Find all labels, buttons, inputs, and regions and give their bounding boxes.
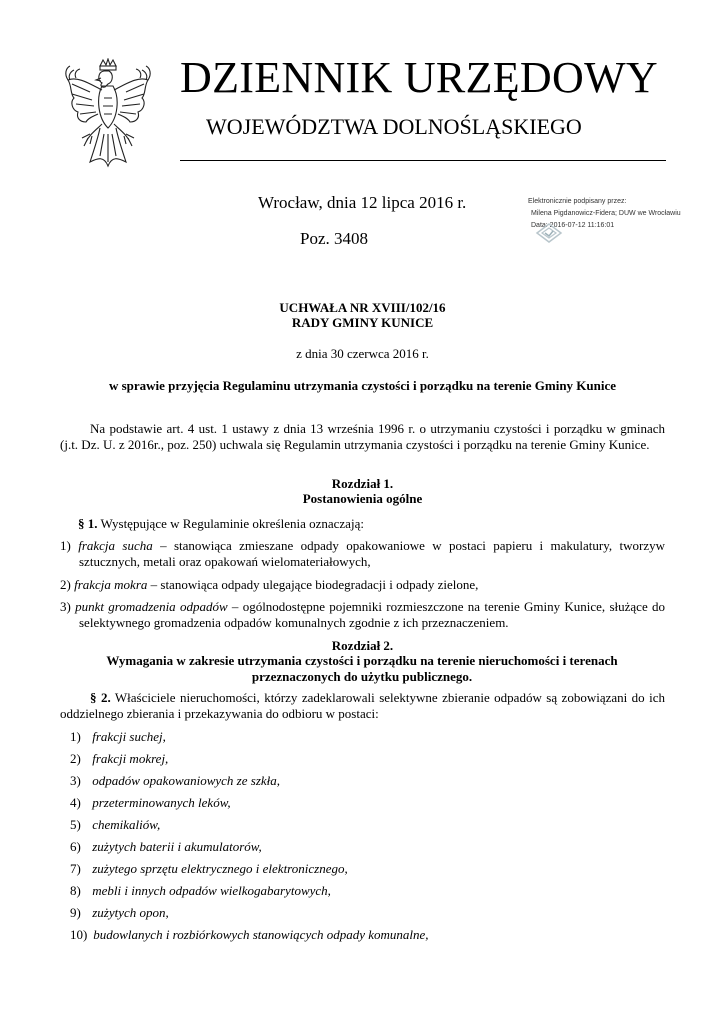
header-divider [180,160,666,161]
list-item [70,795,665,811]
item-text: odpadów opakowaniowych ze szkła, [92,773,281,788]
list-item [70,861,665,877]
item-term: punkt gromadzenia odpadów [75,599,228,614]
item-text: – stanowiąca odpady ulegające biodegradacji i odpady zielone, [147,577,479,592]
item-number: 5) [70,817,81,832]
list-item [70,817,665,833]
item-number: 2) [60,577,75,592]
item-text: frakcji suchej, [92,729,166,744]
paragraph-text: Występujące w Regulaminie określenia oznaczają: [97,516,364,531]
list-item [70,751,665,767]
signature-date: Data: 2016-07-12 11:16:01 [531,222,615,229]
list-item [70,773,665,789]
item-text: zużytych opon, [92,905,169,920]
resolution-subject: w sprawie przyjęcia Regulaminu utrzymania czystości i porządku na terenie Gminy Kunice [108,378,617,393]
resolution-date: z dnia 30 czerwca 2016 r. [296,346,429,361]
chapter-2-title: Rozdział 2. [331,638,394,653]
publication-date: Wrocław, dnia 12 lipca 2016 r. [258,193,467,212]
item-number: 3) [60,599,76,614]
item-number: 4) [70,795,81,810]
item-text: – ogólnodostępne pojemniki rozmieszczone na terenie Gminy Kunice, służące do selektywnego gromadzenia odpadów komunalnych zgodnie z ich przeznaczeniem. [79,599,665,630]
chapter-1-subtitle: Postanowienia ogólne [302,491,423,506]
item-text: przeterminowanych leków, [92,795,231,810]
paragraph-1 [60,516,665,532]
paragraph-2 [60,690,665,722]
item-number: 10) [70,927,88,942]
item-term: frakcja sucha [78,538,153,553]
signature-label: Elektronicznie podpisany przez: [528,198,627,205]
definition-item [60,538,665,570]
list-item [70,729,665,745]
signature-check-icon [533,222,565,244]
list-item [70,883,665,899]
item-term: frakcja mokra [74,577,148,592]
journal-subtitle: WOJEWÓDZTWA DOLNOŚLĄSKIEGO [206,114,582,139]
item-number: 8) [70,883,81,898]
item-number: 7) [70,861,81,876]
item-number: 2) [70,751,81,766]
item-text: chemikaliów, [92,817,161,832]
position-number: Poz. 3408 [300,229,368,248]
item-text: zużytego sprzętu elektrycznego i elektronicznego, [92,861,348,876]
item-text: frakcji mokrej, [92,751,169,766]
item-number: 3) [70,773,81,788]
journal-title: DZIENNIK URZĘDOWY [180,53,658,102]
item-text: – stanowiąca zmieszane odpady opakowaniowe w postaci papieru i makulatury, tworzyw sztucznych, metali oraz opakowań wielomateriałowych, [79,538,665,569]
definition-item [60,577,665,593]
item-number: 9) [70,905,81,920]
resolution-council: RADY GMINY KUNICE [291,315,434,330]
item-number: 6) [70,839,81,854]
paragraph-mark: § 2. [90,690,111,705]
definition-item [60,599,665,631]
electronic-signature-block[interactable] [528,196,718,232]
item-text: budowlanych i rozbiórkowych stanowiących odpady komunalne, [93,927,429,942]
list-item [70,839,665,855]
item-number: 1) [70,729,81,744]
chapter-2-subtitle: Wymagania w zakresie utrzymania czystości i porządku na terenie nieruchomości i terenach przeznaczonych do użytku publicznego. [106,653,618,684]
chapter-1-title: Rozdział 1. [331,476,394,491]
paragraph-mark: § 1. [78,516,98,531]
item-number: 1) [60,538,79,553]
item-text: mebli i innych odpadów wielkogabarytowych, [92,883,331,898]
item-text: zużytych baterii i akumulatorów, [92,839,262,854]
polish-eagle-emblem-icon [60,58,156,176]
list-item [70,927,665,943]
signature-signer: Milena Pigdanowicz-Fidera; DUW we Wrocławiu [531,210,681,217]
preamble-paragraph: Na podstawie art. 4 ust. 1 ustawy z dnia 13 września 1996 r. o utrzymaniu czystości i porządku w gminach (j.t. Dz. U. z 2016r., poz. 250) uchwala się Regulamin utrzymania czystości i porządku na terenie Gminy Kunice. [60,421,665,452]
resolution-number: UCHWAŁA NR XVIII/102/16 [279,300,446,315]
paragraph-text: Właściciele nieruchomości, którzy zadeklarowali selektywne zbieranie odpadów są zobowiązani do ich oddzielnego zbierania i przekazywania do odbioru w postaci: [60,690,666,721]
list-item [70,905,665,921]
